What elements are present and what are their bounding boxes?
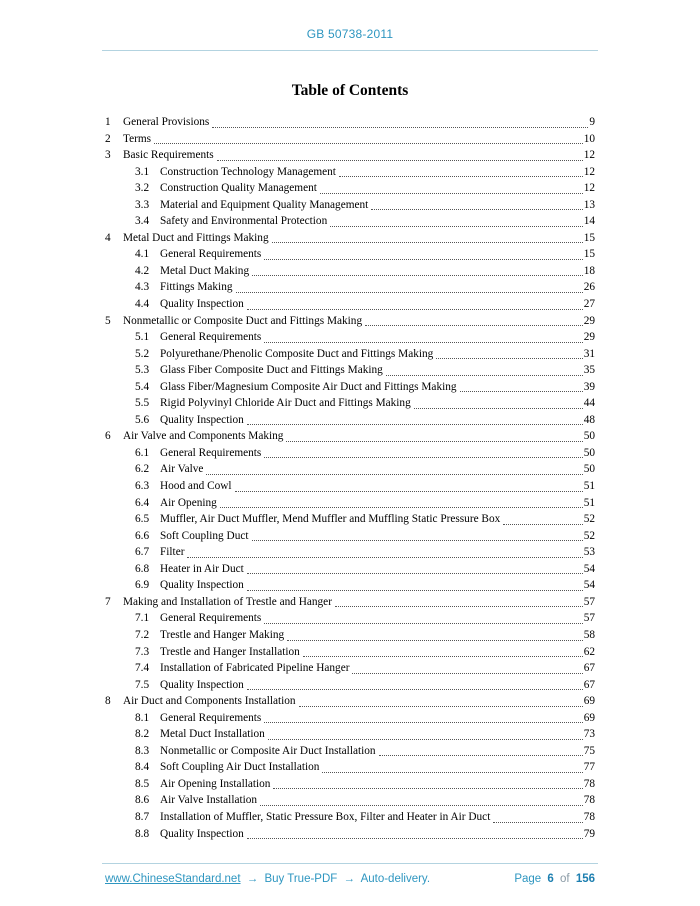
toc-item-number: 7.4 [135,662,150,675]
toc-item-page: 73 [583,728,595,741]
toc-item-number: 4 [105,231,111,244]
toc-item-number: 8.1 [135,711,150,724]
toc-item-number: 7.1 [135,612,150,625]
toc-item-label: Rigid Polyvinyl Chloride Air Duct and Fittings Making [160,397,411,410]
toc-item-label: Hood and Cowl [160,480,232,493]
toc-row[interactable] [105,660,595,677]
toc-item-number: 8.5 [135,777,150,790]
toc-leader-dots [268,739,583,740]
toc-item-label: Air Valve [160,463,204,476]
toc-row[interactable] [105,677,595,694]
toc-row[interactable] [105,362,595,379]
document-footer [0,863,700,885]
toc-item-label: Glass Fiber/Magnesium Composite Air Duct and Fittings Making [160,380,457,393]
toc-item-page: 48 [583,413,595,426]
toc-item-number: 7.2 [135,628,150,641]
toc-item-label: Material and Equipment Quality Management [160,198,369,211]
toc-item-page: 57 [583,595,595,608]
toc-row[interactable] [105,313,595,330]
toc-item-page: 69 [583,695,595,708]
toc-item-number: 6 [105,430,111,443]
toc-row[interactable] [105,594,595,611]
arrow-right-icon: → [343,873,355,885]
toc-item-label: Quality Inspection [160,298,244,311]
toc-item-label: Making and Installation of Trestle and Hanger [123,595,332,608]
toc-row[interactable] [105,693,595,710]
toc-row[interactable] [105,329,595,346]
toc-leader-dots [273,788,582,789]
toc-item-page: 18 [583,264,595,277]
toc-item-label: General Provisions [123,116,210,128]
toc-leader-dots [386,375,583,376]
toc-leader-dots [352,673,582,674]
toc-item-label: Air Opening [160,496,217,509]
toc-leader-dots [252,540,583,541]
toc-row[interactable] [105,263,595,280]
toc-item-number: 8.8 [135,827,150,840]
page-indicator [511,873,595,885]
total-pages: 156 [575,873,595,885]
toc-item-label: Fittings Making [160,281,233,294]
footer-divider [102,863,598,864]
toc-item-page: 78 [583,794,595,807]
toc-item-number: 3.4 [135,215,150,228]
toc-item-number: 4.1 [135,248,150,261]
toc-row[interactable] [105,164,595,181]
toc-leader-dots [236,292,583,293]
document-header [0,0,700,41]
toc-item-number: 3.1 [135,165,150,178]
toc-item-label: Quality Inspection [160,827,244,840]
toc-item-label: Metal Duct Making [160,264,250,277]
standard-number: GB 50738-2011 [306,27,394,41]
toc-row[interactable] [105,197,595,214]
toc-leader-dots [320,193,583,194]
toc-leader-dots [247,590,583,591]
toc-item-number: 8.6 [135,794,150,807]
toc-item-label: Filter [160,546,185,559]
toc-row[interactable] [105,759,595,776]
toc-row[interactable] [105,131,595,148]
toc-item-label: Construction Quality Management [160,182,317,195]
toc-item-page: 12 [583,165,595,178]
toc-leader-dots [414,408,583,409]
toc-item-page: 13 [583,198,595,211]
toc-item-page: 27 [583,298,595,311]
toc-leader-dots [235,491,583,492]
toc-item-label: General Requirements [160,612,262,625]
toc-leader-dots [217,160,583,161]
toc-leader-dots [154,143,583,144]
toc-item-number: 2 [105,132,111,145]
toc-item-page: 31 [583,347,595,360]
toc-item-label: Basic Requirements [123,149,214,162]
toc-row[interactable] [105,445,595,462]
toc-item-number: 5.3 [135,364,150,377]
toc-leader-dots [252,275,583,276]
toc-row[interactable] [105,627,595,644]
page-title: Table of Contents [291,82,409,99]
toc-item-label: Construction Technology Management [160,165,336,178]
toc-row[interactable] [105,114,595,131]
toc-row[interactable] [105,395,595,412]
toc-item-page: 54 [583,579,595,592]
toc-leader-dots [436,358,582,359]
toc-item-number: 8.3 [135,744,150,757]
toc-row[interactable] [105,230,595,247]
toc-item-page: 12 [583,182,595,195]
toc-row[interactable] [105,561,595,578]
toc-row[interactable] [105,180,595,197]
toc-item-page: 58 [583,628,595,641]
toc-item-page: 15 [583,231,595,244]
toc-leader-dots [330,226,582,227]
toc-row[interactable] [105,478,595,495]
toc-row[interactable] [105,495,595,512]
toc-leader-dots [220,507,583,508]
header-divider [102,50,598,51]
toc-leader-dots [299,706,583,707]
toc-item-number: 6.7 [135,546,150,559]
toc-item-page: 57 [583,612,595,625]
toc-item-page: 44 [583,397,595,410]
toc-leader-dots [260,805,583,806]
toc-leader-dots [379,755,583,756]
toc-item-label: General Requirements [160,248,262,261]
toc-item-page: 12 [583,149,595,162]
toc-item-page: 50 [583,430,595,443]
toc-item-page: 67 [583,678,595,691]
website-link[interactable]: www.ChineseStandard.net [105,873,241,885]
toc-item-label: Nonmetallic or Composite Air Duct Installation [160,744,376,757]
toc-item-label: Quality Inspection [160,579,244,592]
toc-item-page: 69 [583,711,595,724]
toc-leader-dots [339,176,583,177]
toc-row[interactable] [105,461,595,478]
toc-item-label: Polyurethane/Phenolic Composite Duct and Fittings Making [160,347,434,360]
toc-item-page: 35 [583,364,595,377]
toc-leader-dots [322,772,582,773]
toc-item-label: Safety and Environmental Protection [160,215,328,228]
toc-leader-dots [503,524,582,525]
toc-leader-dots [264,342,582,343]
toc-row[interactable] [105,213,595,230]
toc-item-number: 8.2 [135,728,150,741]
toc-item-page: 50 [583,463,595,476]
toc-item-page: 54 [583,562,595,575]
toc-item-label: Installation of Muffler, Static Pressure Box, Filter and Heater in Air Duct [160,810,491,823]
toc-row[interactable] [105,147,595,164]
toc-item-number: 5 [105,314,111,327]
toc-item-page: 79 [583,827,595,840]
toc-item-label: Soft Coupling Duct [160,529,249,542]
footer-row [105,873,595,885]
toc-row[interactable] [105,246,595,263]
toc-item-number: 6.9 [135,579,150,592]
toc-item-label: Quality Inspection [160,413,244,426]
toc-item-page: 14 [583,215,595,228]
page-label: Page [514,873,542,885]
toc-item-label: Metal Duct Installation [160,728,265,741]
toc-item-page: 10 [583,132,595,145]
toc-leader-dots [247,309,583,310]
toc-leader-dots [460,391,583,392]
toc-item-number: 5.5 [135,397,150,410]
toc-item-number: 6.1 [135,446,150,459]
toc-item-page: 51 [583,496,595,509]
toc-item-label: Glass Fiber Composite Duct and Fittings Making [160,364,383,377]
buy-pdf-text: Buy True-PDF [264,873,338,885]
toc-item-page: 53 [583,546,595,559]
footer-links [105,873,433,885]
toc-item-label: Air Duct and Components Installation [123,695,296,708]
toc-row[interactable] [105,792,595,809]
toc-row[interactable] [105,511,595,528]
toc-item-number: 5.4 [135,380,150,393]
toc-item-number: 8.7 [135,810,150,823]
toc-row[interactable] [105,296,595,313]
toc-item-label: Muffler, Air Duct Muffler, Mend Muffler and Muffling Static Pressure Box [160,513,501,526]
toc-row[interactable] [105,279,595,296]
toc-item-number: 3.3 [135,198,150,211]
toc-row[interactable] [105,528,595,545]
toc-item-label: Trestle and Hanger Installation [160,645,300,658]
toc-row[interactable] [105,644,595,661]
toc-item-label: Metal Duct and Fittings Making [123,231,269,244]
toc-item-label: Nonmetallic or Composite Duct and Fittings Making [123,314,363,327]
toc-item-number: 3.2 [135,182,150,195]
toc-item-label: Soft Coupling Air Duct Installation [160,761,320,774]
toc-item-number: 4.3 [135,281,150,294]
toc-leader-dots [365,325,583,326]
toc-item-label: Air Valve and Components Making [123,430,284,443]
toc-item-label: Air Opening Installation [160,777,271,790]
toc-item-number: 6.3 [135,480,150,493]
toc-leader-dots [247,838,583,839]
toc-item-page: 50 [583,446,595,459]
toc-item-page: 29 [583,314,595,327]
toc-item-label: Air Valve Installation [160,794,258,807]
toc-item-number: 7.5 [135,678,150,691]
toc-row[interactable] [105,610,595,627]
toc-row[interactable] [105,809,595,826]
toc-leader-dots [247,573,583,574]
toc-row[interactable] [105,826,595,843]
toc-item-number: 6.4 [135,496,150,509]
toc-item-page: 9 [589,116,595,128]
toc-leader-dots [371,209,582,210]
toc-leader-dots [264,623,582,624]
toc-item-label: Quality Inspection [160,678,244,691]
toc-item-page: 75 [583,744,595,757]
toc-leader-dots [264,259,582,260]
auto-delivery-text: Auto-delivery. [360,873,431,885]
toc-item-page: 78 [583,810,595,823]
toc-row[interactable] [105,743,595,760]
current-page-number: 6 [547,873,554,885]
toc-item-label: Trestle and Hanger Making [160,628,285,641]
toc-item-page: 52 [583,529,595,542]
toc-item-label: Terms [123,132,152,145]
toc-item-label: Installation of Fabricated Pipeline Hanger [160,662,350,675]
toc-item-number: 1 [105,116,111,128]
toc-item-page: 77 [583,761,595,774]
toc-item-page: 15 [583,248,595,261]
toc-item-number: 8 [105,695,111,708]
toc-item-number: 5.1 [135,331,150,344]
toc-item-number: 8.4 [135,761,150,774]
toc-item-number: 6.2 [135,463,150,476]
toc-item-page: 67 [583,662,595,675]
toc-row[interactable] [105,428,595,445]
toc-leader-dots [264,722,582,723]
arrow-right-icon: → [246,873,259,885]
toc-item-number: 7 [105,595,111,608]
toc-item-label: General Requirements [160,331,262,344]
toc-item-number: 7.3 [135,645,150,658]
toc-row[interactable] [105,776,595,793]
toc-item-number: 6.8 [135,562,150,575]
toc-list [105,114,595,842]
toc-item-page: 62 [583,645,595,658]
toc-item-page: 29 [583,331,595,344]
toc-item-number: 5.6 [135,413,150,426]
toc-leader-dots [303,656,583,657]
toc-leader-dots [335,606,583,607]
toc-row[interactable] [105,544,595,561]
toc-item-label: General Requirements [160,446,262,459]
toc-leader-dots [286,441,582,442]
toc-item-page: 26 [583,281,595,294]
toc-leader-dots [206,474,582,475]
toc-row[interactable] [105,412,595,429]
toc-item-page: 51 [583,480,595,493]
toc-item-number: 3 [105,149,111,162]
toc-leader-dots [212,127,588,128]
toc-leader-dots [264,457,582,458]
toc-item-page: 39 [583,380,595,393]
toc-item-number: 4.2 [135,264,150,277]
toc-leader-dots [247,689,583,690]
toc-row[interactable] [105,710,595,727]
toc-row[interactable] [105,346,595,363]
toc-row[interactable] [105,726,595,743]
toc-leader-dots [187,557,582,558]
toc-leader-dots [247,424,583,425]
toc-item-label: Heater in Air Duct [160,562,244,575]
toc-item-number: 4.4 [135,298,150,311]
toc-leader-dots [287,640,583,641]
toc-leader-dots [272,242,583,243]
page-of-label: of [560,873,570,885]
toc-item-page: 52 [583,513,595,526]
toc-item-number: 5.2 [135,347,150,360]
toc-item-label: General Requirements [160,711,262,724]
toc-item-number: 6.6 [135,529,150,542]
toc-row[interactable] [105,379,595,396]
toc-item-number: 6.5 [135,513,150,526]
toc-row[interactable] [105,577,595,594]
toc-item-page: 78 [583,777,595,790]
toc-leader-dots [493,822,582,823]
